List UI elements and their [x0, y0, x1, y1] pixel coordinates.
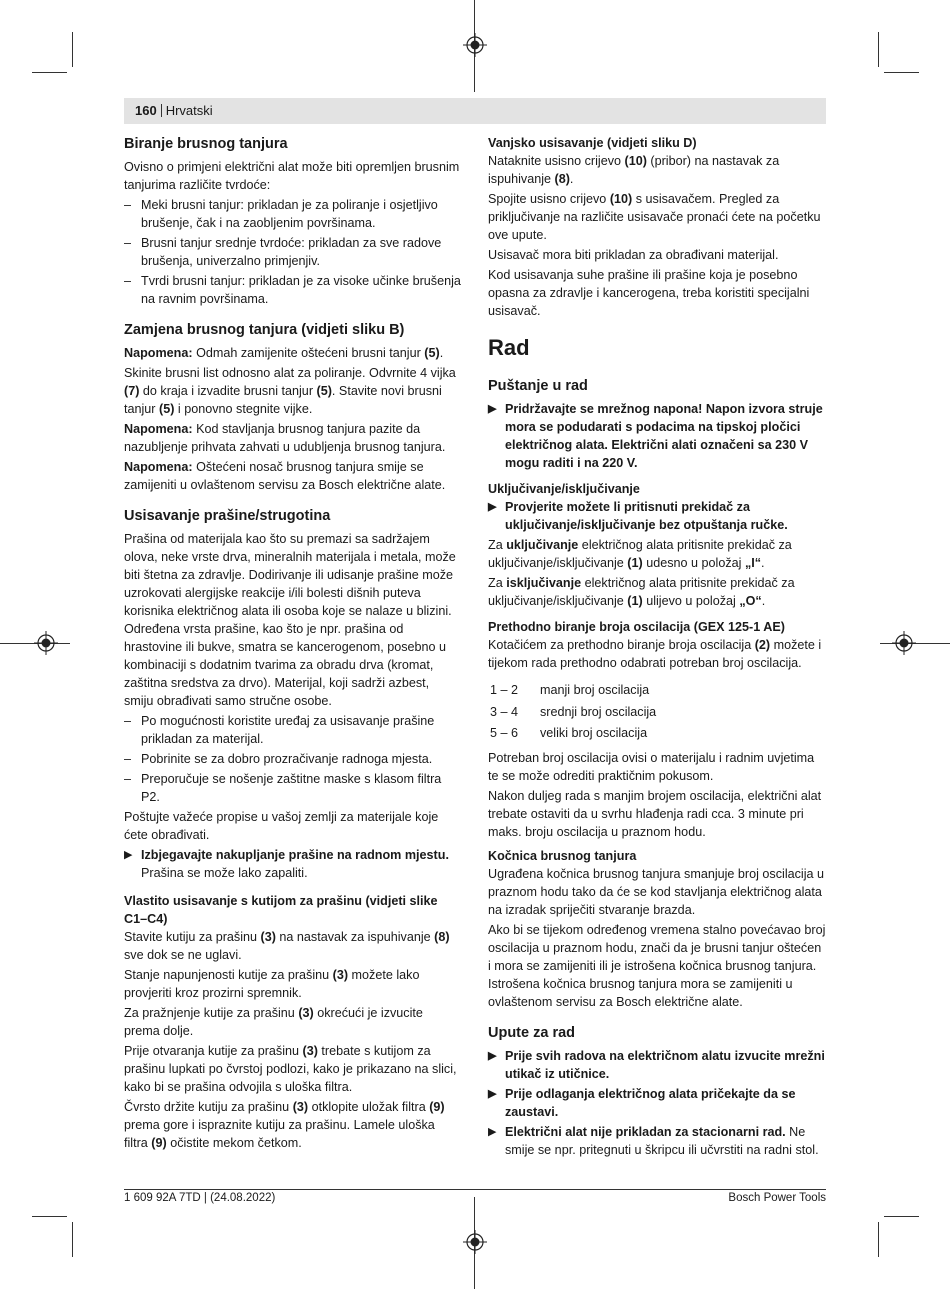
warning-arrow-icon: ▶: [488, 1087, 497, 1100]
crop-mark: [32, 72, 67, 73]
chapter-title: Rad: [488, 335, 530, 360]
subsection-title: Uključivanje/isključivanje: [488, 482, 640, 496]
page-header: [135, 103, 213, 119]
paragraph: Spojite usisno crijevo (10) s usisavačem. Pregled za priključivanje na različite usisavače pronaći ćete na početku ove upute.: [488, 192, 821, 242]
subsection-title: Vlastito usisavanje s kutijom za prašinu (vidjeti slike C1–C4): [124, 894, 438, 926]
note-paragraph: Napomena: Kod stavljanja brusnog tanjura pazite da nazubljenje prihvata zahvati u udubljenja brusnog tanjura.: [124, 422, 446, 454]
table-row: 1 – 2 manji broj oscilacija: [490, 683, 650, 697]
crop-mark: [878, 1222, 879, 1257]
paragraph: Za isključivanje električnog alata pritisnite prekidač za uključivanje/isključivanje (1) ulijevo u položaj „O“.: [488, 576, 795, 608]
warning-item: ▶ Prije svih radova na električnom alatu izvucite mrežni utikač iz utičnice.: [488, 1048, 825, 1081]
warning-arrow-icon: ▶: [488, 1049, 497, 1062]
warning-item: ▶ Električni alat nije prikladan za stacionarni rad. Ne smije se npr. pritegnuti u škripcu ili učvrstiti na radni stol.: [488, 1124, 819, 1157]
header-bar: [124, 98, 826, 124]
warning-item: ▶ Provjerite možete li pritisnuti prekidač za uključivanje/isključivanje bez otpuštanja ručke.: [488, 500, 788, 532]
footer-doc-code: 1 609 92A 7TD | (24.08.2022): [124, 1192, 276, 1204]
crop-mark: [884, 1216, 919, 1217]
warning-arrow-icon: ▶: [124, 849, 133, 861]
crop-mark: [884, 72, 919, 73]
paragraph: Kod usisavanja suhe prašine ili prašine koja je posebno opasna za zdravlje i kancerogena, treba koristiti specijalni usisavač.: [488, 268, 810, 318]
paragraph: Usisavač mora biti prikladan za obrađivani materijal.: [488, 248, 779, 262]
subsection-title: Kočnica brusnog tanjura: [488, 848, 637, 863]
footer-divider: [124, 1189, 826, 1190]
paragraph: Stavite kutiju za prašinu (3) na nastavak za ispuhivanje (8) sve dok se ne uglavi.: [124, 930, 450, 962]
paragraph: Nataknite usisno crijevo (10) (pribor) na nastavak za ispuhivanje (8).: [488, 154, 780, 186]
paragraph: Skinite brusni list odnosno alat za poliranje. Odvrnite 4 vijka (7) do kraja i izvadite brusni tanjur (5). Stavite novi brusni tanjur (5) i ponovno stegnite vijke.: [124, 366, 456, 416]
section-title: Usisavanje prašine/strugotina: [124, 508, 331, 524]
subsection-title: Vanjsko usisavanje (vidjeti sliku D): [488, 136, 697, 150]
footer-brand: Bosch Power Tools: [728, 1192, 826, 1204]
section-title: Biranje brusnog tanjura: [124, 136, 288, 152]
paragraph: Za uključivanje električnog alata pritisnite prekidač za uključivanje/isključivanje (1) udesno u položaj „I“.: [488, 538, 792, 570]
warning-item: ▶ Izbjegavajte nakupljanje prašine na radnom mjestu. Prašina se može lako zapaliti.: [124, 848, 449, 880]
paragraph: Nakon duljeg rada s manjim brojem oscilacija, električni alat trebate ostaviti da u svrhu hlađenja radi cca. 3 minute pri maks. broju oscilacija u praznom hodu.: [488, 788, 822, 839]
page-number: 160: [135, 103, 157, 118]
left-column: [124, 134, 462, 1154]
warning-item: ▶ Pridržavajte se mrežnog napona! Napon izvora struje mora se podudarati s podacima na tipskoj pločici električnog alata. Električni alati označeni sa 230 V mogu raditi i na 220 V.: [488, 402, 823, 470]
paragraph: Čvrsto držite kutiju za prašinu (3) otklopite uložak filtra (9) prema gore i ispraznite kutiju za prašinu. Lamele uloška filtra (9) očistite mekom četkom.: [124, 1100, 445, 1150]
crop-mark: [32, 1216, 67, 1217]
paragraph: Stanje napunjenosti kutije za prašinu (3) možete lako provjeriti kroz prozirni spremnik.: [124, 968, 420, 1000]
list-item: – Pobrinite se za dobro prozračivanje radnoga mjesta.: [124, 750, 462, 768]
paragraph: Ako bi se tijekom određenog vremena stalno povećavao broj oscilacija u praznom hodu, znači da je brusni tanjur oštećen i mora se zamijeniti ili je istrošena kočnica brusnog tanjura. Istrošena kočnica brusnog tanjura mora se zamijeniti u ovlaštenom servisu za Bosch električne alate.: [488, 922, 826, 1009]
paragraph: Prašina od materijala kao što su premazi sa sadržajem olova, neke vrste drva, mineralnih materijala i metala, može biti štetna za zdravlje. Dodirivanje ili udisanje prašine može uzrokovati alergijske reakcije i/ili bolesti dišnih puteva korisnika električnog alata ili osoba koje se nalaze u blizini. Određena vrsta prašine, kao što je npr. prašina od hrastovine ili bukve, smatra se kancerogenom, posebno u kombinaciji s dodatnim tvarima za obradu drva (kromat, zaštitna sredstva za drvo). Materijal, koji sadrži azbest, smiju obrađivati samo stručne osobe.: [124, 532, 456, 708]
section-title: Upute za rad: [488, 1024, 576, 1041]
section-title: Zamjena brusnog tanjura (vidjeti sliku B): [124, 322, 405, 338]
header-language: Hrvatski: [165, 103, 213, 118]
right-column: [488, 134, 826, 1161]
table-row: 3 – 4 srednji broj oscilacija: [490, 704, 657, 719]
crop-mark: [878, 32, 879, 67]
paragraph: Poštujte važeće propise u vašoj zemlji za materijale koje ćete obrađivati.: [124, 810, 439, 842]
paragraph: Za pražnjenje kutije za prašinu (3) okrećući je izvucite prema dolje.: [124, 1006, 423, 1038]
warning-arrow-icon: ▶: [488, 403, 497, 415]
list-item: – Preporučuje se nošenje zaštitne maske s klasom filtra P2.: [124, 770, 462, 806]
warning-arrow-icon: ▶: [488, 1125, 497, 1138]
crop-mark: [72, 32, 73, 67]
table-row: 5 – 6 veliki broj oscilacija: [490, 726, 648, 740]
warning-item: ▶ Prije odlaganja električnog alata pričekajte da se zaustavi.: [488, 1086, 796, 1119]
warning-arrow-icon: ▶: [488, 501, 497, 513]
registration-mark-icon: [463, 33, 487, 57]
registration-mark-icon: [892, 631, 916, 655]
paragraph: Ovisno o primjeni električni alat može biti opremljen brusnim tanjurima različite tvrdoće:: [124, 160, 460, 192]
section-title: Puštanje u rad: [488, 378, 588, 394]
paragraph: Potreban broj oscilacija ovisi o materijalu i radnim uvjetima te se može odrediti praktičnim pokusom.: [488, 750, 815, 783]
paragraph: Prije otvaranja kutije za prašinu (3) trebate s kutijom za prašinu lupkati po čvrstoj podlozi, kako je prikazano na slici, kako bi se prašina odvojila s uloška filtra.: [124, 1044, 457, 1094]
list-item: – Po mogućnosti koristite uređaj za usisavanje prašine prikladan za materijal.: [124, 712, 462, 748]
list-item: – Tvrdi brusni tanjur: prikladan je za visoke učinke brušenja na ravnim površinama.: [124, 272, 462, 308]
registration-mark-icon: [34, 631, 58, 655]
header-separator: [161, 104, 162, 117]
registration-mark-icon: [463, 1230, 487, 1254]
crop-mark: [72, 1222, 73, 1257]
subsection-title: Prethodno biranje broja oscilacija (GEX 125-1 AE): [488, 620, 785, 634]
paragraph: Kotačićem za prethodno biranje broja oscilacija (2) možete i tijekom rada prethodno odabrati potreban broj oscilacija.: [488, 638, 822, 670]
oscillation-table: [488, 680, 826, 745]
list-item: – Brusni tanjur srednje tvrdoće: prikladan za sve radove brušenja, univerzalno primjenjiv.: [124, 234, 462, 270]
note-paragraph: Napomena: Oštećeni nosač brusnog tanjura smije se zamijeniti u ovlaštenom servisu za Bosch električne alate.: [124, 460, 446, 492]
list-item: – Meki brusni tanjur: prikladan je za poliranje i osjetljivo brušenje, čak i na zaobljenim površinama.: [124, 196, 462, 232]
note-paragraph: Napomena: Odmah zamijenite oštećeni brusni tanjur (5).: [124, 346, 444, 360]
paragraph: Ugrađena kočnica brusnog tanjura smanjuje broj oscilacija u praznom hodu tako da će se kod stavljanja električnog alata na izradak spriječiti stvaranje brazda.: [488, 866, 825, 917]
